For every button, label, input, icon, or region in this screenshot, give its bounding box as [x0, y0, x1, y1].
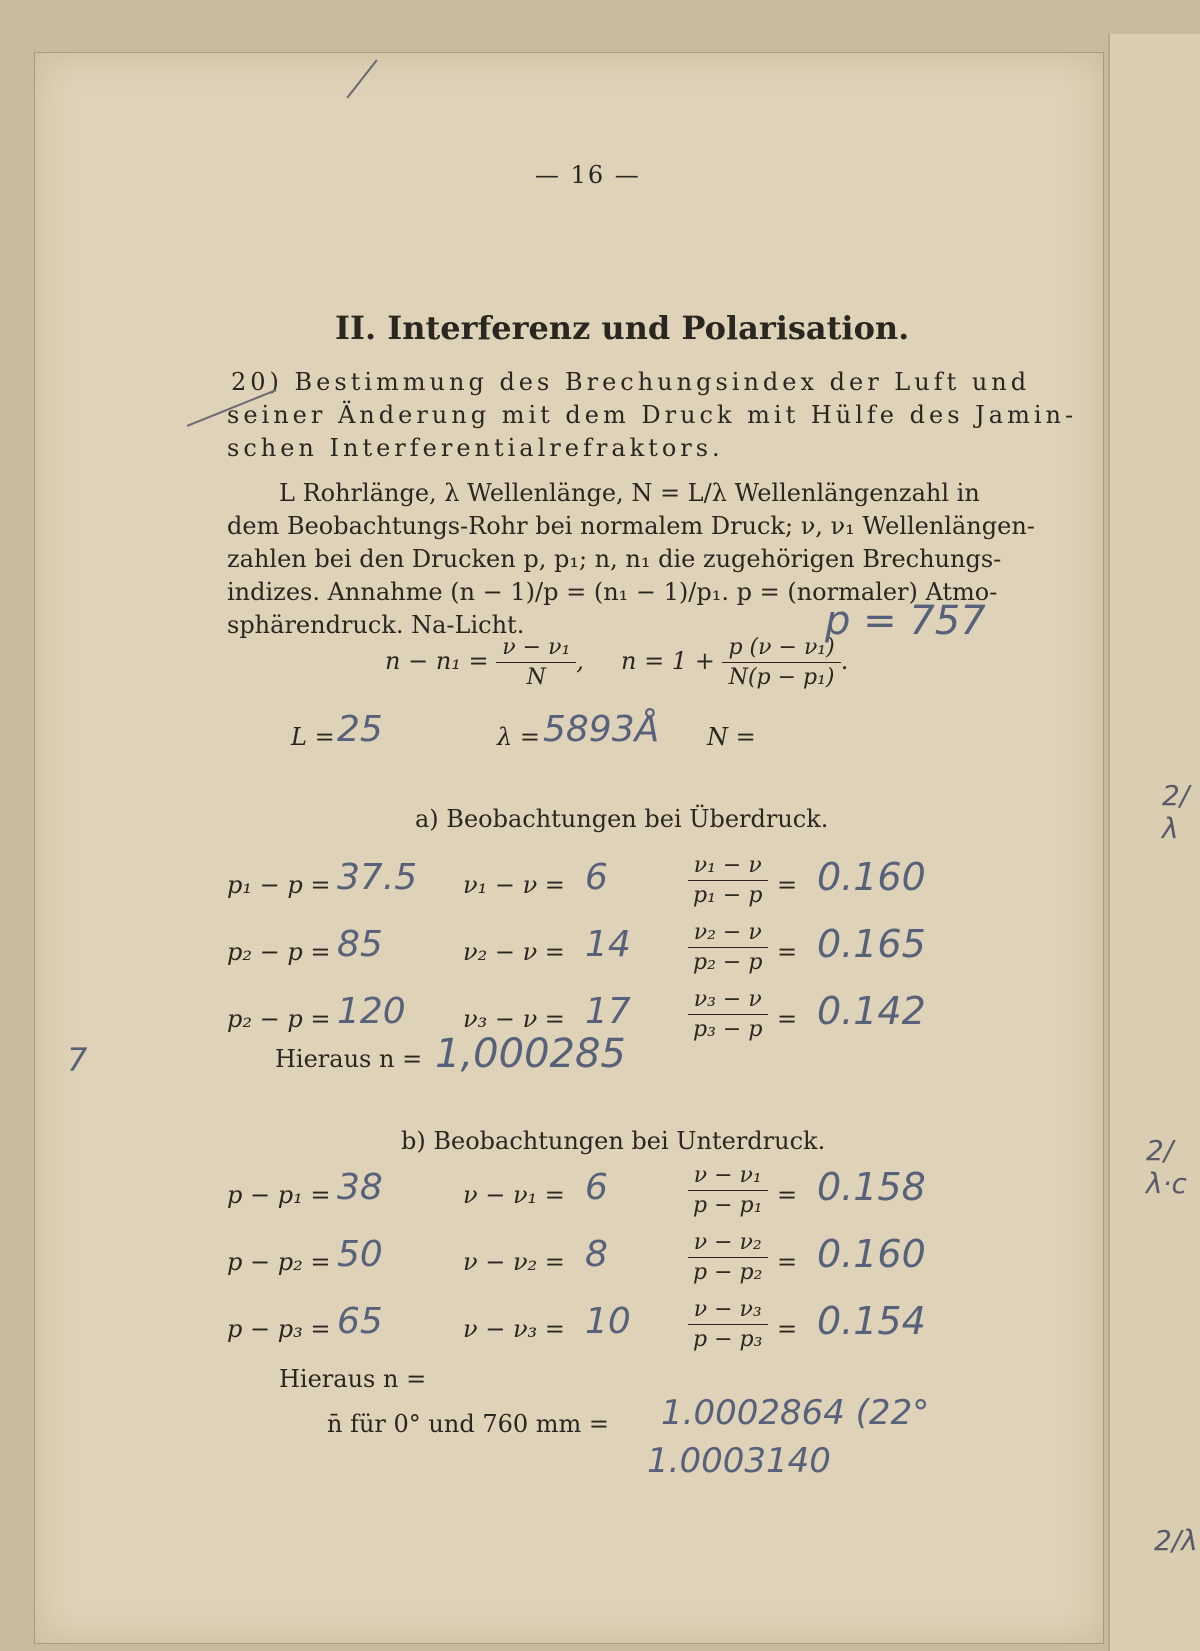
- ratio-denominator: p − p₁: [693, 1193, 763, 1218]
- ratio-numerator: ν₃ − ν: [688, 987, 768, 1015]
- row-mid: ν₃ − ν =: [463, 1005, 565, 1033]
- row-ratio-value: 0.154: [817, 1299, 926, 1343]
- row-lhs-value: 38: [337, 1167, 383, 1208]
- row-mid: ν − ν₁ =: [463, 1181, 565, 1209]
- formula-2: n = 1 + $\frac{\text{p (ν − ν₁)}}{\text{N(p − p₁)}}$ .: [621, 635, 849, 690]
- param-lambda-value: 5893Å: [543, 709, 660, 750]
- row-lhs: p − p₂ =: [227, 1248, 331, 1276]
- row-mid-value: 17: [585, 991, 631, 1032]
- row-ratio-fraction: [687, 1230, 768, 1285]
- row-lhs-value: 37.5: [337, 857, 418, 898]
- exercise-title-line-2: seiner Änderung mit dem Druck mit Hülfe des Jamin-: [227, 401, 1078, 429]
- ratio-denominator: p − p₃: [693, 1327, 763, 1352]
- row-lhs-value: 120: [337, 991, 406, 1032]
- pencil-stroke: [346, 59, 377, 98]
- body-line: zahlen bei den Drucken p, p₁; n, n₁ die zugehörigen Brechungs-: [227, 545, 1002, 573]
- row-lhs: p₂ − p =: [227, 1005, 331, 1033]
- part-a-result-label: Hieraus n =: [275, 1045, 423, 1073]
- row-mid: ν₂ − ν =: [463, 938, 565, 966]
- row-mid-value: 8: [585, 1234, 608, 1275]
- row-mid: ν − ν₂ =: [463, 1248, 565, 1276]
- ratio-numerator: ν₂ − ν: [688, 920, 768, 948]
- row-lhs-value: 50: [337, 1234, 383, 1275]
- param-L-label: L =: [291, 723, 335, 751]
- body-line: sphärendruck. Na-Licht.: [227, 611, 525, 639]
- equals-sign: =: [777, 1315, 798, 1343]
- row-ratio-fraction: [687, 1163, 768, 1218]
- row-ratio-value: 0.142: [817, 989, 926, 1033]
- body-line: dem Beobachtungs-Rohr bei normalem Druck; ν, ν₁ Wellenlängen-: [227, 512, 1035, 540]
- row-lhs: p − p₁ =: [227, 1181, 331, 1209]
- row-mid-value: 6: [585, 1167, 608, 1208]
- equals-sign: =: [777, 1181, 798, 1209]
- margin-note-right-1: 2/λ: [1162, 779, 1190, 845]
- row-ratio-fraction: [687, 987, 768, 1042]
- row-lhs: p₁ − p =: [227, 871, 331, 899]
- row-ratio-value: 0.158: [817, 1165, 926, 1209]
- exercise-number: 20): [231, 368, 283, 396]
- param-L-value: 25: [337, 709, 383, 750]
- ratio-numerator: ν − ν₃: [688, 1297, 768, 1325]
- ratio-denominator: p₃ − p: [693, 1017, 763, 1042]
- ratio-numerator: ν − ν₁: [688, 1163, 768, 1191]
- row-ratio-value: 0.160: [817, 1232, 926, 1276]
- part-b-heading: b) Beobachtungen bei Unterdruck.: [401, 1127, 826, 1155]
- equals-sign: =: [777, 938, 798, 966]
- equals-sign: =: [777, 1248, 798, 1276]
- ratio-numerator: ν − ν₂: [688, 1230, 768, 1258]
- row-mid-value: 6: [585, 857, 608, 898]
- row-mid: ν − ν₃ =: [463, 1315, 565, 1343]
- row-ratio-fraction: [687, 1297, 768, 1352]
- row-mid-value: 10: [585, 1301, 631, 1342]
- row-lhs: p − p₃ =: [227, 1315, 331, 1343]
- row-ratio-fraction: [687, 920, 768, 975]
- ratio-denominator: p₂ − p: [693, 950, 763, 975]
- row-mid-value: 14: [585, 924, 631, 965]
- row-lhs-value: 85: [337, 924, 383, 965]
- param-N-label: N =: [707, 723, 756, 751]
- exercise-title-line-3: schen Interferentialrefraktors.: [227, 434, 724, 462]
- row-ratio-value: 0.165: [817, 922, 926, 966]
- row-lhs: p₂ − p =: [227, 938, 331, 966]
- row-lhs-value: 65: [337, 1301, 383, 1342]
- ratio-numerator: ν₁ − ν: [688, 853, 768, 881]
- body-line: indizes. Annahme (n − 1)/p = (n₁ − 1)/p₁. p = (normaler) Atmo-: [227, 578, 998, 606]
- row-mid: ν₁ − ν =: [463, 871, 565, 899]
- exercise-title-line-1: Bestimmung des Brechungsindex der Luft und: [294, 368, 1031, 396]
- ratio-denominator: p − p₂: [693, 1260, 763, 1285]
- section-title: II. Interferenz und Polarisation.: [335, 309, 910, 347]
- row-ratio-fraction: [687, 853, 768, 908]
- equals-sign: =: [777, 871, 798, 899]
- formula-1: n − n₁ = $\frac{\text{ν − ν₁}}{N}$ ,: [385, 635, 584, 690]
- handwritten-pressure: p = 757: [825, 598, 986, 644]
- exercise-title: [231, 366, 1030, 399]
- margin-note-right-3: 2/λ: [1154, 1524, 1198, 1557]
- margin-note-left: 7: [67, 1041, 88, 1079]
- param-lambda-label: λ =: [497, 723, 540, 751]
- row-ratio-value: 0.160: [817, 855, 926, 899]
- final-label: n̄ für 0° und 760 mm =: [327, 1410, 610, 1438]
- final-value-2: 1.0003140: [647, 1441, 831, 1481]
- margin-note-right-2: 2/λ·c: [1146, 1134, 1187, 1200]
- part-b-result-label: Hieraus n =: [279, 1365, 427, 1393]
- page-number: — 16 —: [535, 161, 641, 189]
- part-a-heading: a) Beobachtungen bei Überdruck.: [415, 805, 829, 833]
- adjacent-page: [1108, 34, 1200, 1651]
- final-value-1: 1.0002864 (22°: [661, 1393, 930, 1433]
- equals-sign: =: [777, 1005, 798, 1033]
- part-a-result-value: 1,000285: [435, 1031, 626, 1077]
- book-page: [34, 52, 1104, 1644]
- ratio-denominator: p₁ − p: [693, 883, 763, 908]
- body-line: L Rohrlänge, λ Wellenlänge, N = L/λ Wellenlängenzahl in: [279, 479, 980, 507]
